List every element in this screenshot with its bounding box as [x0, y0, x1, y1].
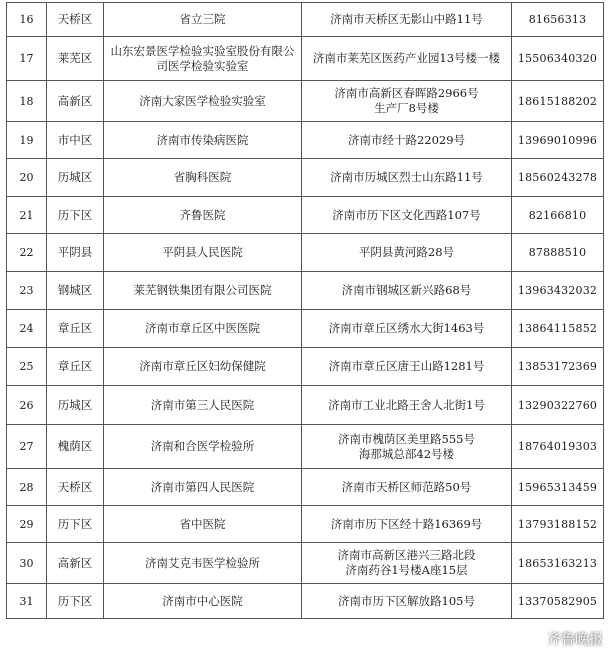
address-cell — [302, 425, 512, 469]
institution-name-line: 莱芜钢铁集团有限公司医院 — [133, 283, 272, 297]
district-cell: 历下区 — [47, 197, 104, 234]
phone-cell: 18764019303 — [512, 425, 604, 469]
address-line: 济南市天桥区师范路50号 — [341, 479, 472, 494]
institution-name-line: 济南和合医学检验所 — [150, 439, 255, 453]
district-cell: 高新区 — [47, 543, 104, 584]
testing-institutions-table — [6, 2, 604, 619]
row-number: 22 — [7, 234, 47, 272]
address-line: 济南市高新区港兴三路北段 — [337, 548, 476, 562]
phone-cell: 87888510 — [512, 234, 604, 272]
institution-name-cell — [104, 234, 302, 272]
district-cell: 历城区 — [47, 386, 104, 425]
address-cell — [302, 234, 512, 272]
row-number: 29 — [7, 506, 47, 543]
address-cell — [302, 469, 512, 506]
institution-name-cell — [104, 272, 302, 310]
institution-name-line: 济南市章丘区妇幼保健院 — [139, 359, 266, 373]
row-number: 27 — [7, 425, 47, 469]
table-row — [7, 234, 604, 272]
institution-name-cell — [104, 122, 302, 159]
institution-name-line: 济南艾克韦医学检验所 — [145, 555, 260, 570]
table-row — [7, 425, 604, 469]
table-row — [7, 543, 604, 584]
district-cell: 平阴县 — [47, 234, 104, 272]
district-cell: 历下区 — [47, 506, 104, 543]
row-number: 20 — [7, 159, 47, 197]
institution-name-line: 省立三院 — [179, 12, 226, 26]
address-line: 济南市章丘区绣水大街1463号 — [328, 321, 485, 335]
row-number: 17 — [7, 37, 47, 81]
district-cell: 槐荫区 — [47, 425, 104, 469]
district-cell: 高新区 — [47, 81, 104, 122]
institution-name-line: 省中医院 — [179, 516, 226, 531]
institution-name-line: 司医学检验实验室 — [156, 58, 249, 73]
institution-name-cell — [104, 469, 302, 506]
row-number: 26 — [7, 386, 47, 425]
institution-name-cell — [104, 584, 302, 619]
table-body — [7, 3, 604, 619]
table-row — [7, 506, 604, 543]
phone-cell: 18615188202 — [512, 81, 604, 122]
institution-name-cell — [104, 425, 302, 469]
address-line: 济南市工业北路王舍人北街1号 — [328, 397, 485, 412]
address-cell — [302, 159, 512, 197]
table-row — [7, 272, 604, 310]
institution-name-cell — [104, 348, 302, 386]
district-cell: 钢城区 — [47, 272, 104, 310]
table-row — [7, 348, 604, 386]
table-row — [7, 81, 604, 122]
table-row — [7, 469, 604, 506]
row-number: 23 — [7, 272, 47, 310]
phone-cell: 13290322760 — [512, 386, 604, 425]
address-cell — [302, 584, 512, 619]
address-line: 海那城总部42号楼 — [358, 446, 455, 461]
institution-name-line: 济南大家医学检验实验室 — [139, 93, 266, 108]
institution-name-cell — [104, 506, 302, 543]
institution-name-line: 山东宏景医学检验实验室股份有限公 — [110, 43, 295, 58]
row-number: 21 — [7, 197, 47, 234]
district-cell: 莱芜区 — [47, 37, 104, 81]
address-line: 济南市历下区经十路16369号 — [330, 516, 483, 531]
institution-name-line: 济南市第三人民医院 — [150, 397, 255, 412]
row-number: 24 — [7, 310, 47, 348]
address-line: 济南市高新区春晖路2966号 — [334, 86, 479, 100]
institution-name-line: 济南市第四人民医院 — [150, 479, 255, 494]
institution-name-cell — [104, 81, 302, 122]
institution-name-line: 济南市传染病医院 — [156, 132, 249, 147]
table-row — [7, 310, 604, 348]
address-cell — [302, 197, 512, 234]
address-line: 济南药谷1号楼A座15层 — [345, 563, 468, 577]
row-number: 16 — [7, 3, 47, 37]
row-number: 31 — [7, 584, 47, 619]
phone-cell: 15965313459 — [512, 469, 604, 506]
table-row — [7, 159, 604, 197]
phone-cell: 13969010996 — [512, 122, 604, 159]
phone-cell: 15506340320 — [512, 37, 604, 81]
address-cell — [302, 122, 512, 159]
district-cell: 市中区 — [47, 122, 104, 159]
table-row — [7, 122, 604, 159]
phone-cell: 13963432032 — [512, 272, 604, 310]
address-cell — [302, 386, 512, 425]
row-number: 25 — [7, 348, 47, 386]
district-cell: 历下区 — [47, 584, 104, 619]
watermark — [521, 629, 603, 649]
address-cell — [302, 37, 512, 81]
phone-cell: 13793188152 — [512, 506, 604, 543]
table-row — [7, 584, 604, 619]
table-row — [7, 37, 604, 81]
address-line: 济南市章丘区唐王山路1281号 — [328, 359, 485, 373]
phone-cell: 18560243278 — [512, 159, 604, 197]
table-row — [7, 3, 604, 37]
phone-cell: 18653163213 — [512, 543, 604, 584]
address-line: 济南市槐荫区美里路555号 — [338, 431, 475, 446]
institution-name-cell — [104, 310, 302, 348]
district-cell: 天桥区 — [47, 469, 104, 506]
wechat-icon — [521, 631, 543, 647]
phone-cell: 13370582905 — [512, 584, 604, 619]
address-line: 济南市历下区解放路105号 — [338, 593, 475, 608]
district-cell: 章丘区 — [47, 310, 104, 348]
address-cell — [302, 543, 512, 584]
institution-name-line: 平阴县人民医院 — [162, 245, 243, 259]
address-cell — [302, 3, 512, 37]
phone-cell: 13853172369 — [512, 348, 604, 386]
row-number: 19 — [7, 122, 47, 159]
institution-name-line: 省胸科医院 — [173, 170, 232, 184]
institution-name-cell — [104, 386, 302, 425]
institution-name-cell — [104, 37, 302, 81]
phone-cell: 82166810 — [512, 197, 604, 234]
institution-name-cell — [104, 197, 302, 234]
institution-name-line: 齐鲁医院 — [179, 207, 226, 222]
address-line: 济南市天桥区无影山中路11号 — [330, 12, 483, 26]
institution-name-line: 济南市章丘区中医医院 — [145, 321, 260, 335]
row-number: 30 — [7, 543, 47, 584]
watermark-text: 齐鲁晚报 — [547, 632, 603, 648]
address-cell — [302, 506, 512, 543]
district-cell: 章丘区 — [47, 348, 104, 386]
address-cell — [302, 81, 512, 122]
address-cell — [302, 348, 512, 386]
address-line: 平阴县黄河路28号 — [358, 245, 455, 259]
address-cell — [302, 310, 512, 348]
institution-name-line: 济南市中心医院 — [162, 593, 243, 608]
phone-cell: 13864115852 — [512, 310, 604, 348]
district-cell: 天桥区 — [47, 3, 104, 37]
address-cell — [302, 272, 512, 310]
institution-name-cell — [104, 3, 302, 37]
address-line: 济南市莱芜区医药产业园13号楼一楼 — [312, 51, 501, 65]
address-line: 济南市经十路22029号 — [347, 132, 466, 147]
institution-name-cell — [104, 543, 302, 584]
district-cell: 历城区 — [47, 159, 104, 197]
phone-cell: 81656313 — [512, 3, 604, 37]
row-number: 28 — [7, 469, 47, 506]
address-line: 济南市钢城区新兴路68号 — [341, 283, 472, 297]
row-number: 18 — [7, 81, 47, 122]
address-line: 济南市历城区烈士山东路11号 — [330, 170, 483, 184]
address-line: 济南市历下区文化西路107号 — [332, 207, 481, 222]
table-row — [7, 386, 604, 425]
institution-name-cell — [104, 159, 302, 197]
address-line: 生产厂8号楼 — [374, 101, 439, 115]
table-row — [7, 197, 604, 234]
